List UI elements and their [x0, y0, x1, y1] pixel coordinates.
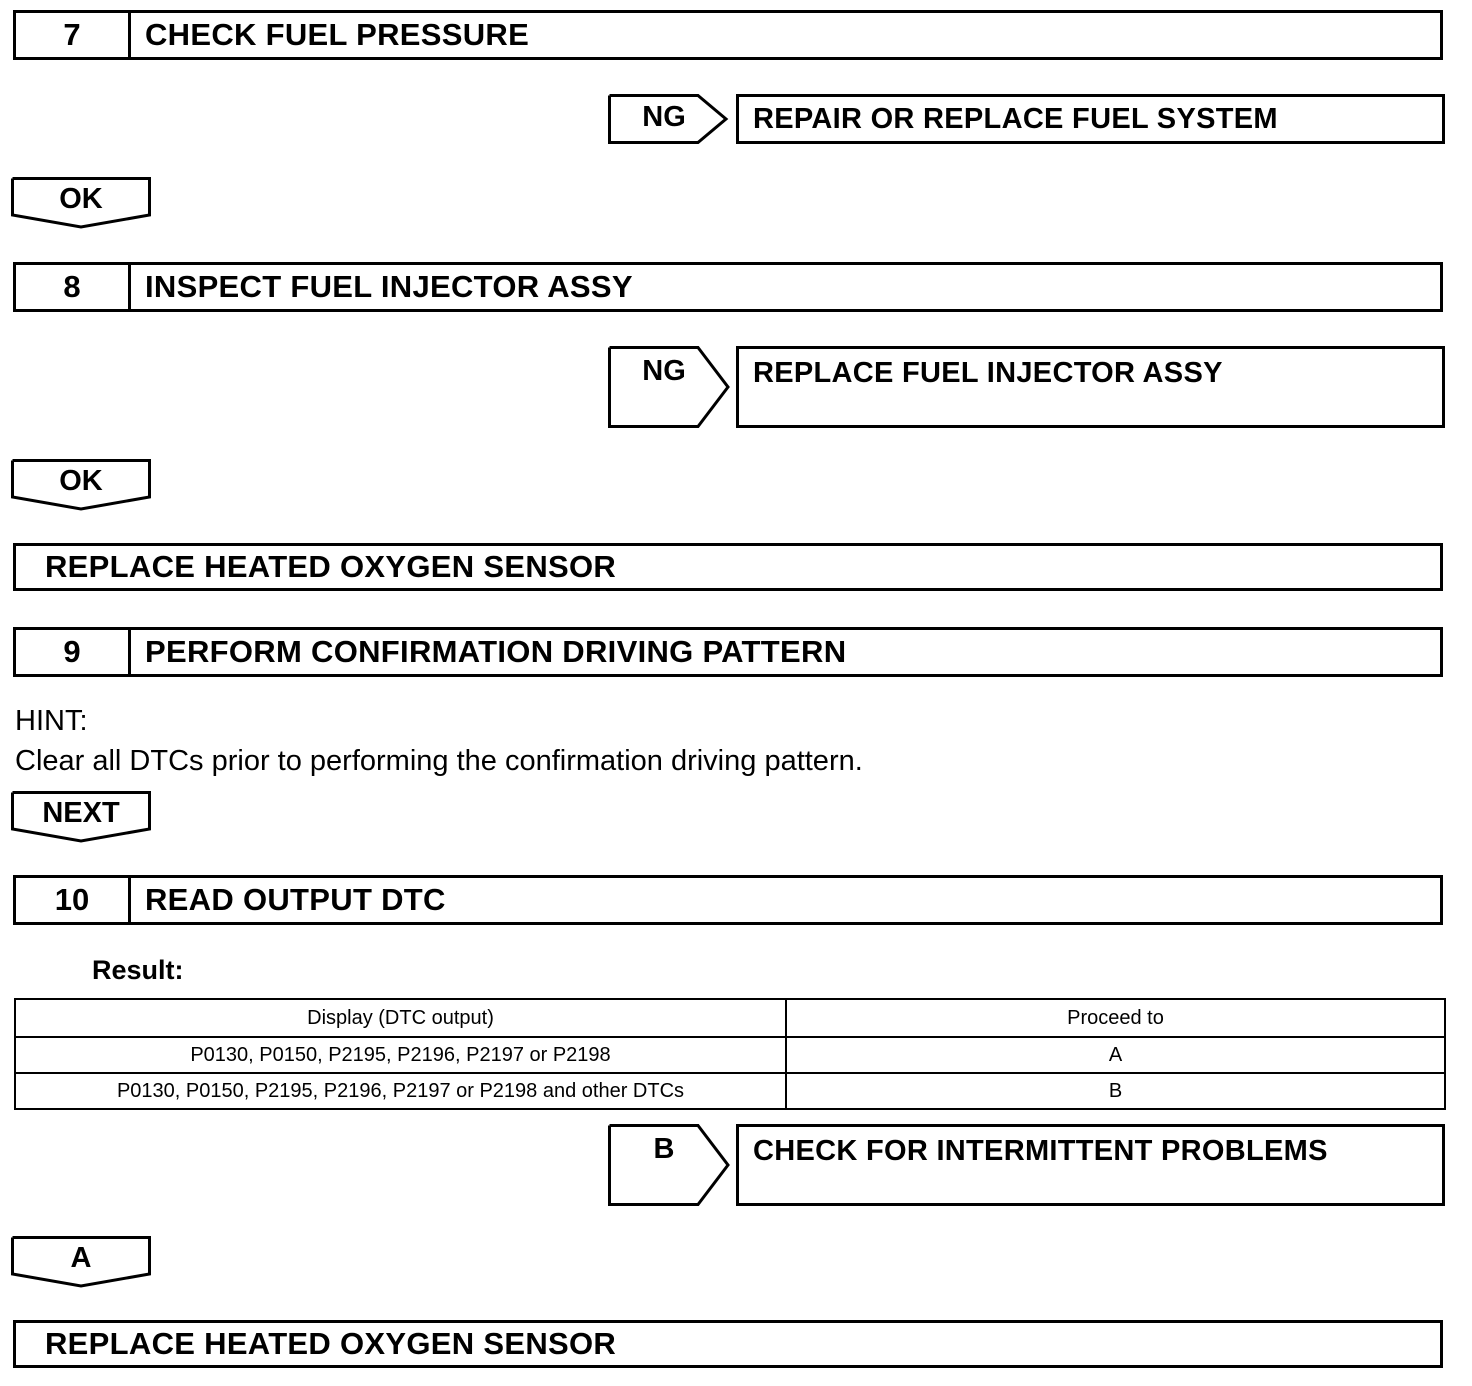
- step-8-header: [13, 262, 1443, 312]
- branch-tag: NG: [642, 355, 686, 387]
- flow-label: NEXT: [42, 797, 120, 829]
- step-title: PERFORM CONFIRMATION DRIVING PATTERN: [145, 634, 847, 669]
- branch-tag: NG: [642, 101, 686, 133]
- replace-oxygen-sensor-action: REPLACE HEATED OXYGEN SENSOR: [13, 543, 1443, 591]
- branch-action: CHECK FOR INTERMITTENT PROBLEMS: [736, 1124, 1445, 1206]
- step-title: INSPECT FUEL INJECTOR ASSY: [145, 269, 633, 304]
- table-cell: A: [786, 1037, 1445, 1073]
- step-9-header: [13, 627, 1443, 677]
- replace-oxygen-sensor-action: REPLACE HEATED OXYGEN SENSOR: [13, 1320, 1443, 1368]
- step-number: 9: [16, 630, 131, 674]
- step-number: 10: [16, 878, 131, 922]
- hint-label: HINT:: [15, 705, 88, 737]
- table-header-cell: Proceed to: [786, 999, 1445, 1037]
- step-7-header: [13, 10, 1443, 60]
- table-cell: B: [786, 1073, 1445, 1109]
- next-flow-marker: [11, 791, 151, 843]
- table-row: [15, 1073, 1445, 1109]
- flow-label: OK: [59, 183, 103, 215]
- step-title: READ OUTPUT DTC: [145, 882, 446, 917]
- step-number: 8: [16, 265, 131, 309]
- branch-action: REPAIR OR REPLACE FUEL SYSTEM: [736, 94, 1445, 144]
- result-label: Result:: [92, 955, 184, 985]
- ok-flow-marker: [11, 177, 151, 229]
- b-branch-intermittent: [608, 1124, 1445, 1206]
- ng-branch-fuel-system: [608, 94, 1445, 144]
- table-header-cell: Display (DTC output): [15, 999, 786, 1037]
- branch-tag: B: [653, 1133, 675, 1165]
- step-title: CHECK FUEL PRESSURE: [145, 17, 530, 52]
- ng-branch-injector: [608, 346, 1445, 428]
- step-number: 7: [16, 13, 131, 57]
- step-10-header: [13, 875, 1443, 925]
- table-header-row: [15, 999, 1445, 1037]
- flow-label: OK: [59, 465, 103, 497]
- table-cell: P0130, P0150, P2195, P2196, P2197 or P2198: [15, 1037, 786, 1073]
- a-flow-marker: [11, 1236, 151, 1288]
- table-row: [15, 1037, 1445, 1073]
- hint-text: Clear all DTCs prior to performing the confirmation driving pattern.: [15, 745, 863, 777]
- flow-label: A: [70, 1242, 92, 1274]
- result-table: [14, 998, 1446, 1110]
- branch-action: REPLACE FUEL INJECTOR ASSY: [736, 346, 1445, 428]
- ok-flow-marker: [11, 459, 151, 511]
- table-cell: P0130, P0150, P2195, P2196, P2197 or P2198 and other DTCs: [15, 1073, 786, 1109]
